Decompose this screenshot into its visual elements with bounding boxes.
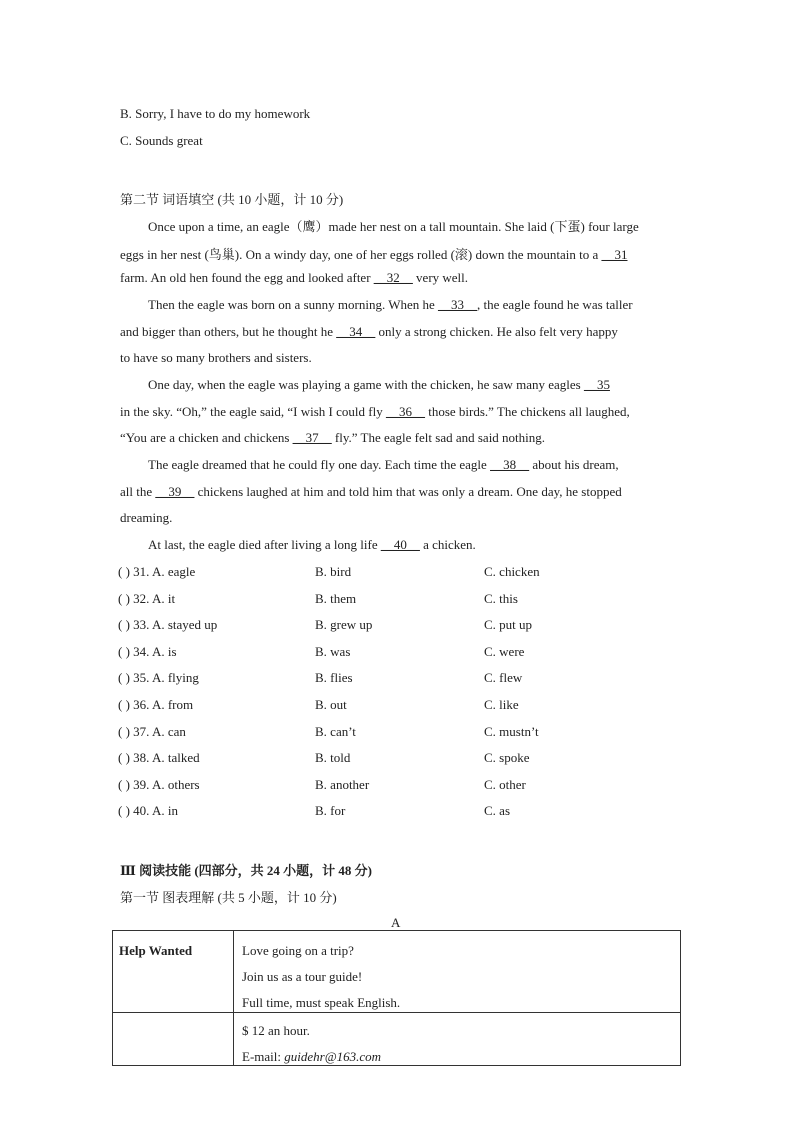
passage-text: only a strong chicken. He also felt very happy: [375, 324, 618, 339]
question-option-c: C. as: [484, 803, 510, 818]
question-option-b: B. out: [315, 697, 347, 712]
passage-line: [148, 297, 633, 313]
question-option-b: B. can’t: [315, 724, 356, 739]
question-option-b: B. grew up: [315, 617, 373, 632]
ad-email: [242, 1049, 381, 1065]
question-stem-option-a: ( ) 36. A. from: [118, 697, 194, 712]
section-heading-chart: 第一节 图表理解 (共 5 小题，计 10 分): [120, 890, 337, 905]
question-option-b: B. bird: [315, 564, 352, 579]
passage-text: Then the eagle was born on a sunny morning. When he: [148, 297, 439, 312]
question-option-c: C. this: [484, 591, 518, 606]
question-option-b: B. was: [315, 644, 351, 659]
passage-text: all the: [120, 484, 156, 499]
passage-text: about his dream,: [529, 457, 619, 472]
question-option-c: C. chicken: [484, 564, 540, 579]
passage-text: farm. An old hen found the egg and looked after: [120, 270, 374, 285]
blank-35: __35: [583, 377, 610, 392]
question-option-c: C. like: [484, 697, 519, 712]
question-option-c: C. spoke: [484, 750, 530, 765]
passage-line: Once upon a time, an eagle（鹰）made her nest on a tall mountain. She laid (下蛋) four large: [148, 219, 639, 234]
passage-line: [120, 244, 628, 263]
passage-line: [120, 270, 468, 286]
question-option-b: B. for: [315, 803, 346, 818]
passage-line: dreaming.: [120, 510, 173, 525]
passage-text: , the eagle found he was taller: [477, 297, 633, 312]
option-c-previous: C. Sounds great: [120, 133, 203, 148]
passage-line: [120, 484, 622, 500]
question-option-c: C. were: [484, 644, 525, 659]
blank-38: __38__: [490, 457, 530, 472]
table-cell: [113, 1013, 234, 1066]
ad-pay: $ 12 an hour.: [242, 1023, 310, 1038]
passage-line: [120, 430, 545, 446]
question-stem-option-a: ( ) 33. A. stayed up: [118, 617, 218, 632]
passage-text: eggs in her nest (鸟巢). On a windy day, one of her eggs rolled (滚) down the mountain to a: [120, 247, 602, 262]
question-stem-option-a: ( ) 31. A. eagle: [118, 564, 196, 579]
question-option-c: C. mustn’t: [484, 724, 539, 739]
question-stem-option-a: ( ) 35. A. flying: [118, 670, 199, 685]
passage-text: One day, when the eagle was playing a game with the chicken, he saw many eagles: [148, 377, 584, 392]
question-option-c: C. put up: [484, 617, 533, 632]
blank-40: __40__: [380, 537, 420, 552]
blank-34: __34__: [336, 324, 376, 339]
passage-line: [148, 537, 476, 553]
question-stem-option-a: ( ) 37. A. can: [118, 724, 186, 739]
blank-31: __31: [601, 247, 628, 262]
passage-text: and bigger than others, but he thought he: [120, 324, 337, 339]
passage-line: [148, 377, 610, 393]
option-b-previous: B. Sorry, I have to do my homework: [120, 106, 311, 121]
passage-text: a chicken.: [419, 537, 476, 552]
passage-line: [148, 457, 619, 473]
passage-line: to have so many brothers and sisters.: [120, 350, 312, 365]
question-stem-option-a: ( ) 40. A. in: [118, 803, 178, 818]
ad-line: Full time, must speak English.: [242, 995, 401, 1010]
table-cell: [234, 931, 681, 1013]
blank-37: __37__: [292, 430, 332, 445]
passage-text: in the sky. “Oh,” the eagle said, “I wish I could fly: [120, 404, 386, 419]
question-option-b: B. another: [315, 777, 370, 792]
passage-text: very well.: [412, 270, 469, 285]
ad-line: Join us as a tour guide!: [242, 969, 363, 984]
question-stem-option-a: ( ) 39. A. others: [118, 777, 200, 792]
email-address[interactable]: guidehr@163.com: [284, 1049, 382, 1064]
passage-text: “You are a chicken and chickens: [120, 430, 293, 445]
passage-text: At last, the eagle died after living a long life: [148, 537, 381, 552]
question-option-b: B. flies: [315, 670, 353, 685]
question-option-c: C. flew: [484, 670, 523, 685]
section-heading-cloze: 第二节 词语填空 (共 10 小题，计 10 分): [120, 192, 344, 207]
blank-33: __33__: [438, 297, 478, 312]
passage-text: fly.” The eagle felt sad and said nothing.: [331, 430, 546, 445]
passage-label: A: [391, 915, 401, 930]
question-option-b: B. told: [315, 750, 351, 765]
question-stem-option-a: ( ) 38. A. talked: [118, 750, 200, 765]
question-option-c: C. other: [484, 777, 526, 792]
table-cell: [234, 1013, 681, 1066]
passage-line: [120, 404, 630, 420]
blank-36: __36__: [385, 404, 425, 419]
passage-text: The eagle dreamed that he could fly one day. Each time the eagle: [148, 457, 491, 472]
passage-line: [120, 324, 618, 340]
passage-text: those birds.” The chickens all laughed,: [424, 404, 630, 419]
question-stem-option-a: ( ) 34. A. is: [118, 644, 177, 659]
passage-text: chickens laughed at him and told him that was only a dream. One day, he stopped: [194, 484, 622, 499]
ad-title: Help Wanted: [119, 943, 193, 958]
question-stem-option-a: ( ) 32. A. it: [118, 591, 176, 606]
blank-32: __32__: [373, 270, 413, 285]
email-label: E-mail:: [242, 1049, 285, 1064]
blank-39: __39__: [155, 484, 195, 499]
ad-line: Love going on a trip?: [242, 943, 354, 958]
table-cell: [113, 931, 234, 1013]
part-heading-reading: Ⅲ 阅读技能 (四部分，共 24 小题，计 48 分): [120, 863, 372, 878]
help-wanted-table: [112, 930, 681, 1066]
question-option-b: B. them: [315, 591, 357, 606]
